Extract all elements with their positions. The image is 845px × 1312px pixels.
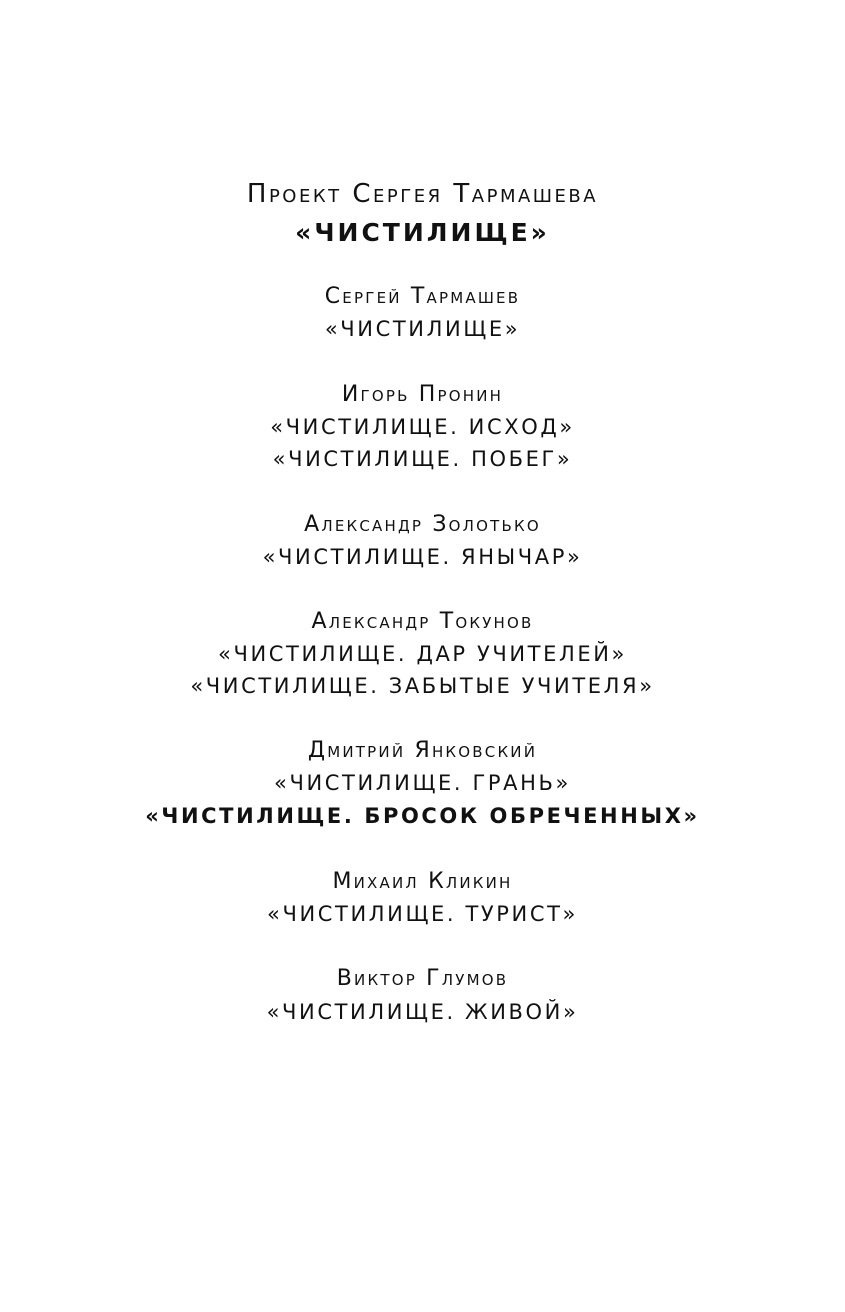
author-name: Александр Золотько	[304, 512, 541, 537]
book-title: «ЧИСТИЛИЩЕ. ЗАБЫТЫЕ УЧИТЕЛЯ»	[190, 674, 655, 698]
author-name: Игорь Пронин	[341, 382, 504, 407]
project-line: Проект Сергея Тармашева	[246, 179, 599, 209]
author-name: Александр Токунов	[311, 609, 534, 634]
author-name: Михаил Кликин	[332, 869, 513, 894]
book-title: «ЧИСТИЛИЩЕ. ЖИВОЙ»	[266, 1000, 579, 1024]
author-name: Дмитрий Янковский	[307, 738, 538, 763]
book-title: «ЧИСТИЛИЩЕ. ЯНЫЧАР»	[262, 545, 583, 569]
book-title-highlighted: «ЧИСТИЛИЩЕ. БРОСОК ОБРЕЧЕННЫХ»	[145, 804, 700, 828]
book-title: «ЧИСТИЛИЩЕ. ИСХОД»	[270, 415, 575, 439]
book-title: «ЧИСТИЛИЩЕ. ГРАНЬ»	[274, 771, 571, 795]
book-title: «ЧИСТИЛИЩЕ. ПОБЕГ»	[272, 447, 573, 471]
book-title: «ЧИСТИЛИЩЕ. ДАР УЧИТЕЛЕЙ»	[218, 642, 627, 666]
author-name: Виктор Глумов	[336, 966, 509, 991]
author-name: Сергей Тармашев	[324, 284, 521, 309]
book-title: «ЧИСТИЛИЩЕ»	[324, 317, 521, 341]
series-title: «ЧИСТИЛИЩЕ»	[295, 218, 550, 247]
book-title: «ЧИСТИЛИЩЕ. ТУРИСТ»	[267, 902, 578, 926]
